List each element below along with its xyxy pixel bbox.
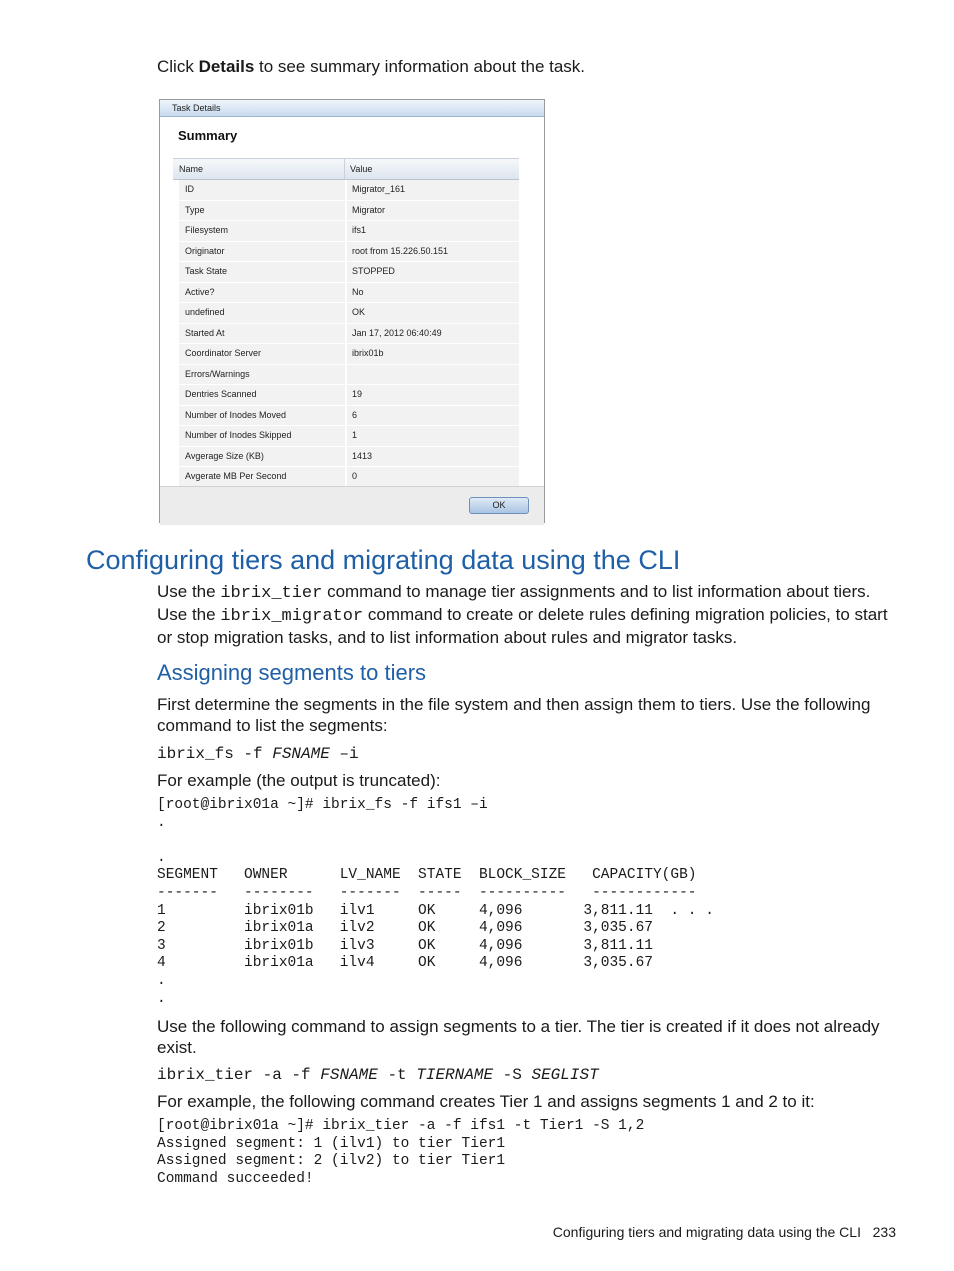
code-line: ------- -------- ------- ----- ---------- ------------	[157, 884, 697, 901]
row-value-cell: Migrator_161	[347, 180, 519, 200]
row-value-cell: Migrator	[347, 201, 519, 221]
row-name-cell: ID	[179, 180, 345, 200]
grid-row[interactable]	[173, 447, 519, 468]
row-value-cell: ifs1	[347, 221, 519, 241]
grid-row[interactable]	[173, 406, 519, 427]
code-line: 2 ibrix01a ilv2 OK 4,096 3,035.67	[157, 920, 653, 937]
row-name-cell: Avgerage Size (KB)	[179, 447, 345, 467]
subsection-paragraph	[157, 694, 917, 736]
p3-line-2: exist.	[157, 1038, 197, 1057]
row-name-cell: Dentries Scanned	[179, 385, 345, 405]
row-name-cell: Task State	[179, 262, 345, 282]
dialog-summary-heading: Summary	[178, 128, 238, 143]
row-value-cell: 6	[347, 406, 519, 426]
p1-command-migrator: ibrix_migrator	[220, 607, 364, 626]
grid-row[interactable]	[173, 283, 519, 304]
p1-text-d: command to create or delete rules defining migration policies, to start	[363, 605, 888, 624]
cmd1-part-b: FSNAME	[272, 745, 330, 763]
cmd2-part-b: FSNAME	[320, 1066, 378, 1084]
summary-grid-body	[173, 180, 519, 508]
dialog-title-bar: Task Details	[160, 100, 544, 117]
grid-row[interactable]	[173, 324, 519, 345]
row-name-cell: Active?	[179, 283, 345, 303]
p1-text-b: command to manage tier assignments and to list information about tiers.	[322, 582, 871, 601]
code-block-tier-assign	[157, 1118, 644, 1188]
section-heading: Configuring tiers and migrating data using the CLI	[86, 545, 681, 575]
row-value-cell: 0	[347, 467, 519, 487]
column-header-name[interactable]: Name	[173, 159, 345, 179]
row-value-cell: Jan 17, 2012 06:40:49	[347, 324, 519, 344]
row-value-cell: OK	[347, 303, 519, 323]
intro-bold-details: Details	[198, 57, 255, 76]
cmd2-part-c: -t	[377, 1066, 417, 1084]
grid-row[interactable]	[173, 344, 519, 365]
p3-line-1: Use the following command to assign segments to a tier. The tier is created if it does not already	[157, 1017, 880, 1036]
cmd1-part-c: –i	[329, 745, 359, 763]
p1-text-e: or stop migration tasks, and to list information about rules and migrator tasks.	[157, 628, 738, 647]
row-value-cell: ibrix01b	[347, 344, 519, 364]
grid-row[interactable]	[173, 385, 519, 406]
code-line: [root@ibrix01a ~]# ibrix_fs -f ifs1 –i	[157, 797, 488, 813]
p1-text-c: Use the	[157, 605, 221, 624]
cmd2-part-a: ibrix_tier -a -f	[157, 1066, 321, 1084]
cmd2-part-d: TIERNAME	[416, 1066, 494, 1084]
row-name-cell: Coordinator Server	[179, 344, 345, 364]
dialog-footer	[160, 486, 544, 525]
row-name-cell: Started At	[179, 324, 345, 344]
row-name-cell: Filesystem	[179, 221, 345, 241]
subsection-heading: Assigning segments to tiers	[157, 660, 427, 685]
code-line: .	[157, 814, 166, 831]
intro-text-before: Click	[157, 57, 199, 76]
example2-label: For example, the following command creates Tier 1 and assigns segments 1 and 2 to it:	[157, 1092, 815, 1111]
column-header-value[interactable]: Value	[350, 164, 373, 174]
row-name-cell: Number of Inodes Moved	[179, 406, 345, 426]
p1-command-tier: ibrix_tier	[220, 584, 323, 603]
row-name-cell: Type	[179, 201, 345, 221]
cmd2-part-e: -S	[493, 1066, 532, 1084]
grid-row[interactable]	[173, 180, 519, 201]
grid-row[interactable]	[173, 426, 519, 447]
grid-row[interactable]	[173, 221, 519, 242]
assign-paragraph	[157, 1016, 917, 1058]
row-value-cell: 1413	[347, 447, 519, 467]
summary-grid-header	[173, 158, 519, 180]
p2-line-2: command to list the segments:	[157, 716, 388, 735]
grid-row[interactable]	[173, 242, 519, 263]
ok-button[interactable]: OK	[469, 497, 529, 514]
command-syntax-ibrix-tier	[157, 1065, 599, 1085]
row-name-cell: Errors/Warnings	[179, 365, 345, 385]
code-line: Assigned segment: 2 (ilv2) to tier Tier1	[157, 1153, 506, 1170]
code-line: .	[157, 972, 166, 989]
code-line: Command succeeded!	[157, 1170, 314, 1187]
row-name-cell: undefined	[179, 303, 345, 323]
grid-row[interactable]	[173, 365, 519, 386]
row-value-cell	[347, 365, 519, 385]
row-name-cell: Number of Inodes Skipped	[179, 426, 345, 446]
code-line: .	[157, 990, 166, 1007]
row-value-cell: 19	[347, 385, 519, 405]
intro-paragraph	[157, 56, 585, 77]
grid-row[interactable]	[173, 467, 519, 488]
grid-row[interactable]	[173, 262, 519, 283]
row-value-cell: STOPPED	[347, 262, 519, 282]
code-line: [root@ibrix01a ~]# ibrix_tier -a -f ifs1 -t Tier1 -S 1,2	[157, 1118, 645, 1134]
example1-label: For example (the output is truncated):	[157, 771, 441, 790]
section-paragraph	[157, 581, 917, 648]
code-block-segments	[157, 797, 714, 1008]
code-line: 4 ibrix01a ilv4 OK 4,096 3,035.67	[157, 955, 653, 972]
row-name-cell: Avgerate MB Per Second	[179, 467, 345, 487]
cmd1-part-a: ibrix_fs -f	[157, 745, 273, 763]
code-line: 1 ibrix01b ilv1 OK 4,096 3,811.11 . . .	[157, 902, 714, 919]
intro-text-after: to see summary information about the task.	[254, 57, 586, 76]
row-value-cell: 1	[347, 426, 519, 446]
grid-row[interactable]	[173, 303, 519, 324]
page-footer	[553, 1223, 896, 1241]
row-value-cell: No	[347, 283, 519, 303]
code-line: .	[157, 849, 166, 866]
summary-grid	[173, 158, 519, 481]
code-line	[157, 832, 714, 850]
cmd2-part-f: SEGLIST	[531, 1066, 599, 1084]
code-line: SEGMENT OWNER LV_NAME STATE BLOCK_SIZE CAPACITY(GB)	[157, 867, 697, 884]
row-name-cell: Originator	[179, 242, 345, 262]
code-line: 3 ibrix01b ilv3 OK 4,096 3,811.11	[157, 937, 653, 954]
row-value-cell: root from 15.226.50.151	[347, 242, 519, 262]
p2-line-1: First determine the segments in the file system and then assign them to tiers. Use the following	[157, 695, 871, 714]
page-number: 233	[872, 1224, 896, 1240]
code-line: Assigned segment: 1 (ilv1) to tier Tier1	[157, 1135, 506, 1152]
footer-title: Configuring tiers and migrating data using the CLI	[552, 1224, 861, 1240]
p1-text-a: Use the	[157, 582, 221, 601]
task-details-dialog	[159, 99, 545, 523]
grid-row[interactable]	[173, 201, 519, 222]
command-syntax-ibrix-fs	[157, 744, 359, 764]
